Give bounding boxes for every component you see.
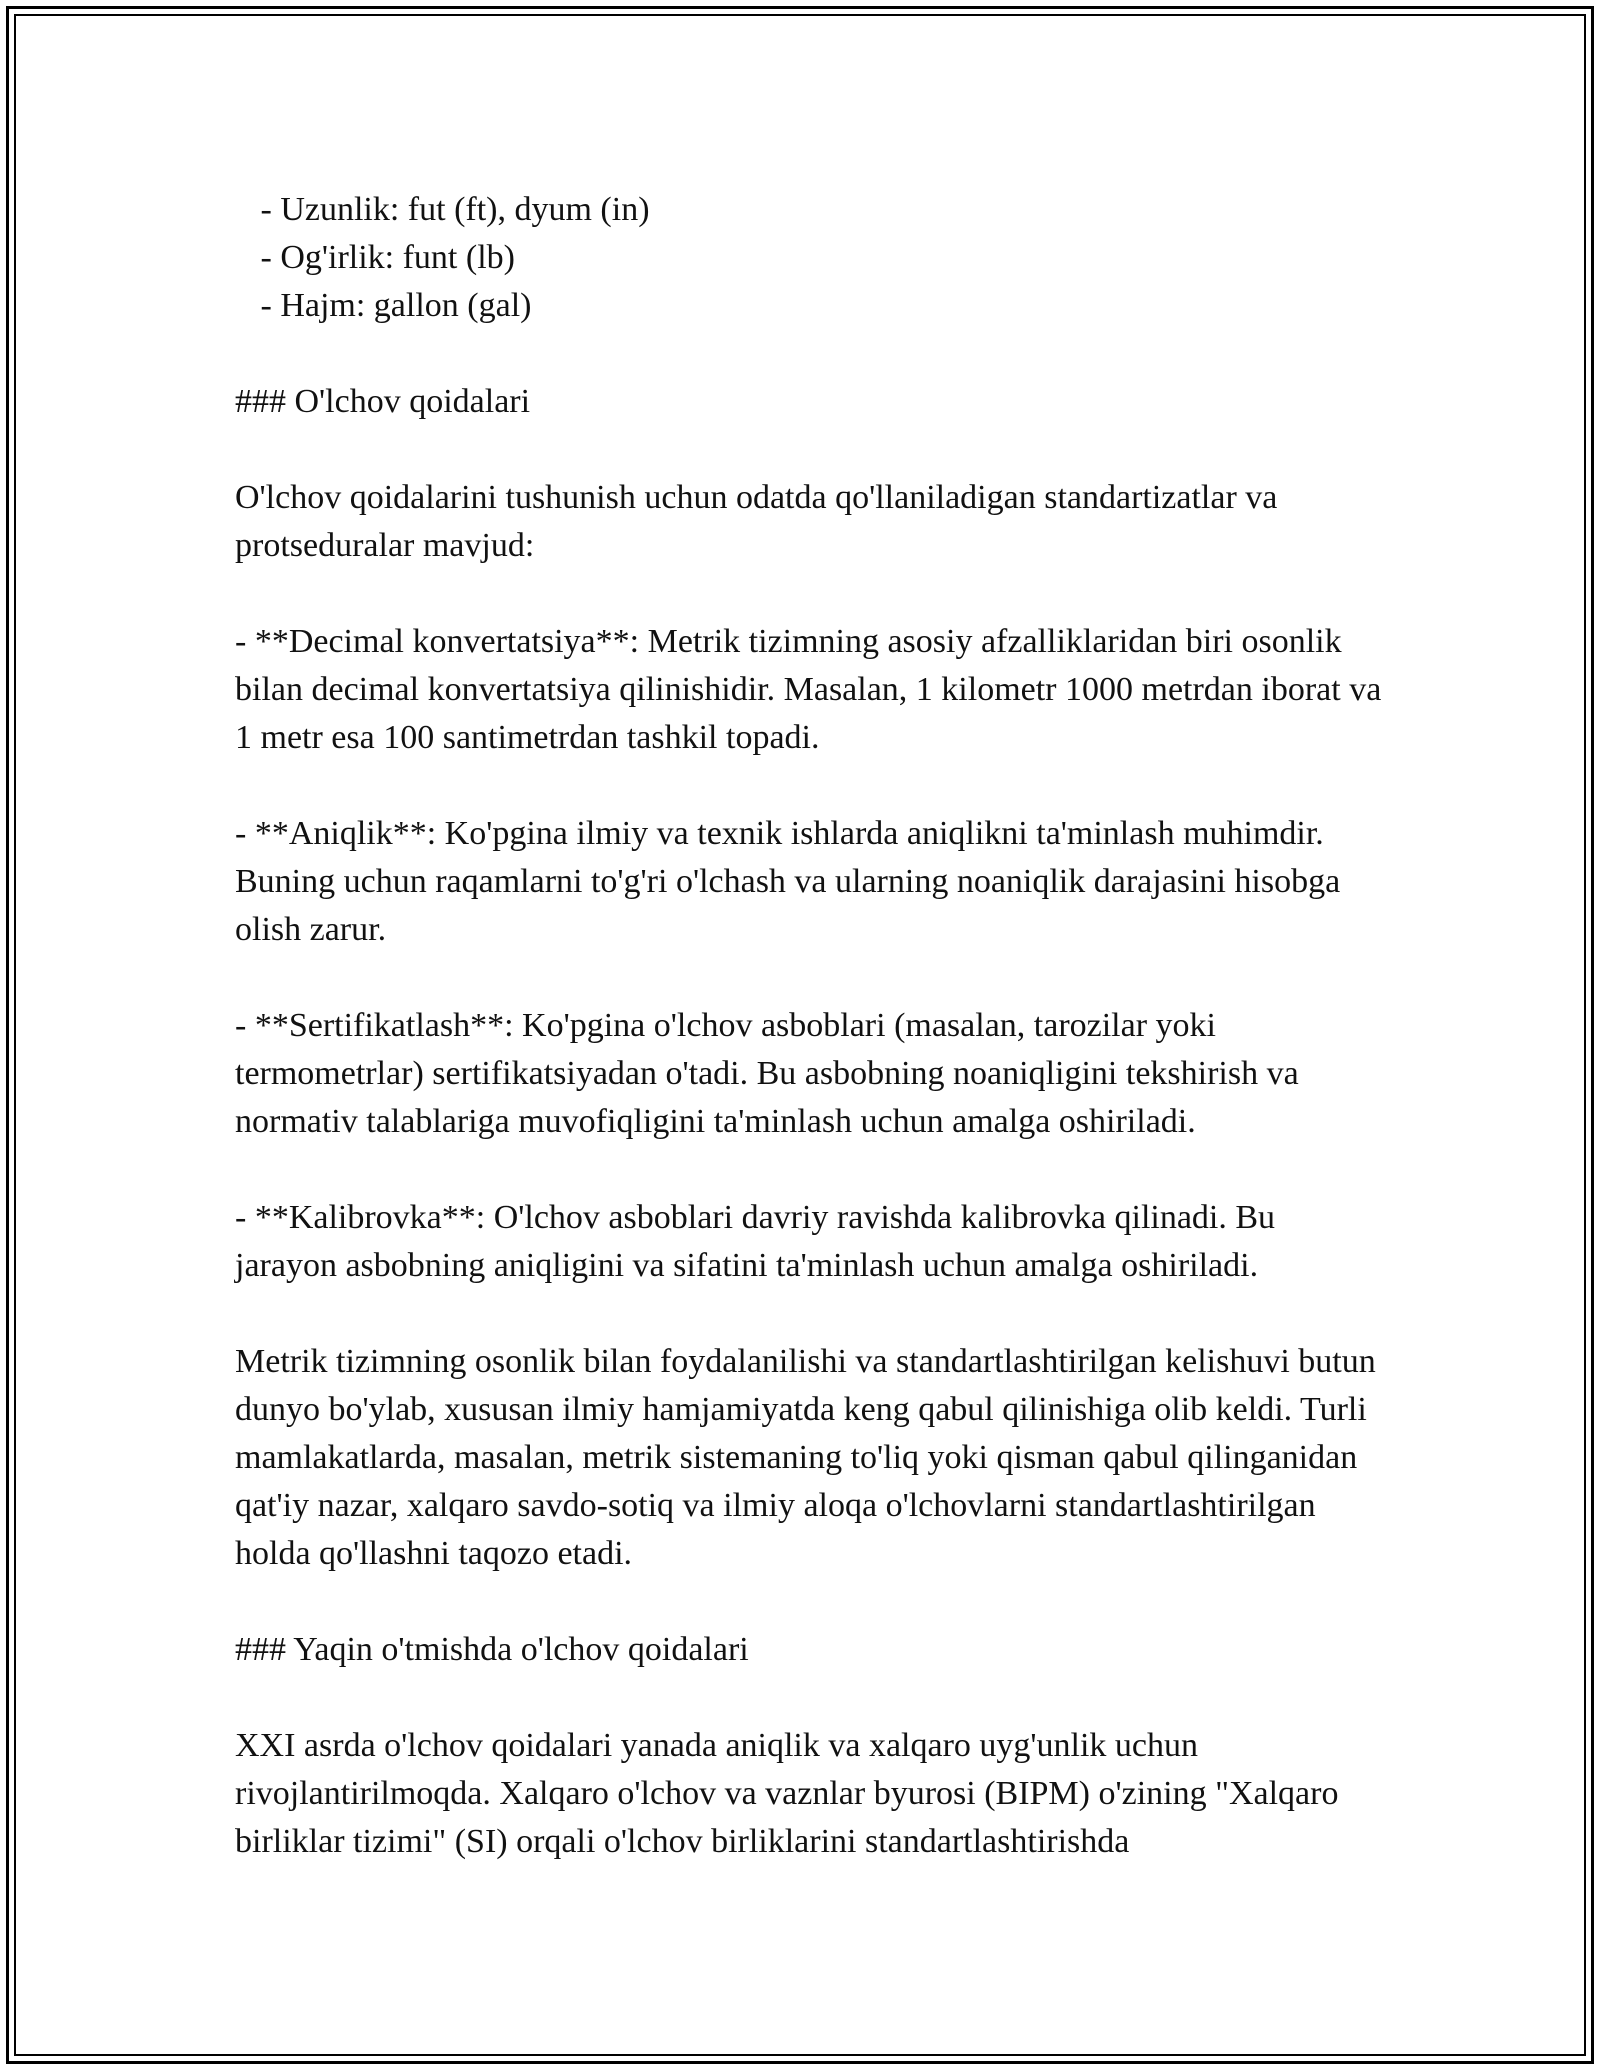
- intro-paragraph: O'lchov qoidalarini tushunish uchun odatda qo'llaniladigan standartizatlar va protseduralar mavjud:: [235, 479, 1278, 564]
- item-calibration: - **Kalibrovka**: O'lchov asboblari davriy ravishda kalibrovka qilinadi. Bu jarayon asbobning aniqligini va sifatini ta'minlash uchun amalga oshiriladi.: [235, 1199, 1276, 1284]
- closing-paragraph: XXI asrda o'lchov qoidalari yanada aniqlik va xalqaro uyg'unlik uchun rivojlantirilmoqda. Xalqaro o'lchov va vaznlar byurosi (BIPM) o'zining "Xalqaro birliklar tizimi" (SI) orqali o'lchov birliklarini standartlashtirishda: [235, 1727, 1339, 1860]
- item-accuracy: - **Aniqlik**: Ko'pgina ilmiy va texnik ishlarda aniqlikni ta'minlash muhimdir. Buning uchun raqamlarni to'g'ri o'lchash va ularning noaniqlik darajasini hisobga olish zarur.: [235, 815, 1341, 948]
- document-body: [235, 186, 1385, 1914]
- list-item-weight: - Og'irlik: funt (lb): [235, 239, 515, 276]
- item-certification: - **Sertifikatlash**: Ko'pgina o'lchov asboblari (masalan, tarozilar yoki termometrlar) sertifikatsiyadan o'tadi. Bu asbobning noaniqligini tekshirish va normativ talablariga muvofiqligini ta'minlash uchun amalga oshiriladi.: [235, 1007, 1299, 1140]
- section-heading-rules: ### O'lchov qoidalari: [235, 383, 531, 420]
- list-item-length: - Uzunlik: fut (ft), dyum (in): [235, 191, 650, 228]
- summary-paragraph: Metrik tizimning osonlik bilan foydalanilishi va standartlashtirilgan kelishuvi butun dunyo bo'ylab, xususan ilmiy hamjamiyatda keng qabul qilinishiga olib keldi. Turli mamlakatlarda, masalan, metrik sistemaning to'liq yoki qisman qabul qilinganidan qat'iy nazar, xalqaro savdo-sotiq va ilmiy aloqa o'lchovlarni standartlashtirilgan holda qo'llashni taqozo etadi.: [235, 1343, 1376, 1572]
- item-decimal-conversion: - **Decimal konvertatsiya**: Metrik tizimning asosiy afzalliklaridan biri osonlik bilan decimal konvertatsiya qilinishidir. Masalan, 1 kilometr 1000 metrdan iborat va 1 metr esa 100 santimetrdan tashkil topadi.: [235, 623, 1382, 756]
- list-item-volume: - Hajm: gallon (gal): [235, 287, 532, 324]
- section-heading-recent: ### Yaqin o'tmishda o'lchov qoidalari: [235, 1631, 749, 1668]
- units-list: [235, 186, 1385, 330]
